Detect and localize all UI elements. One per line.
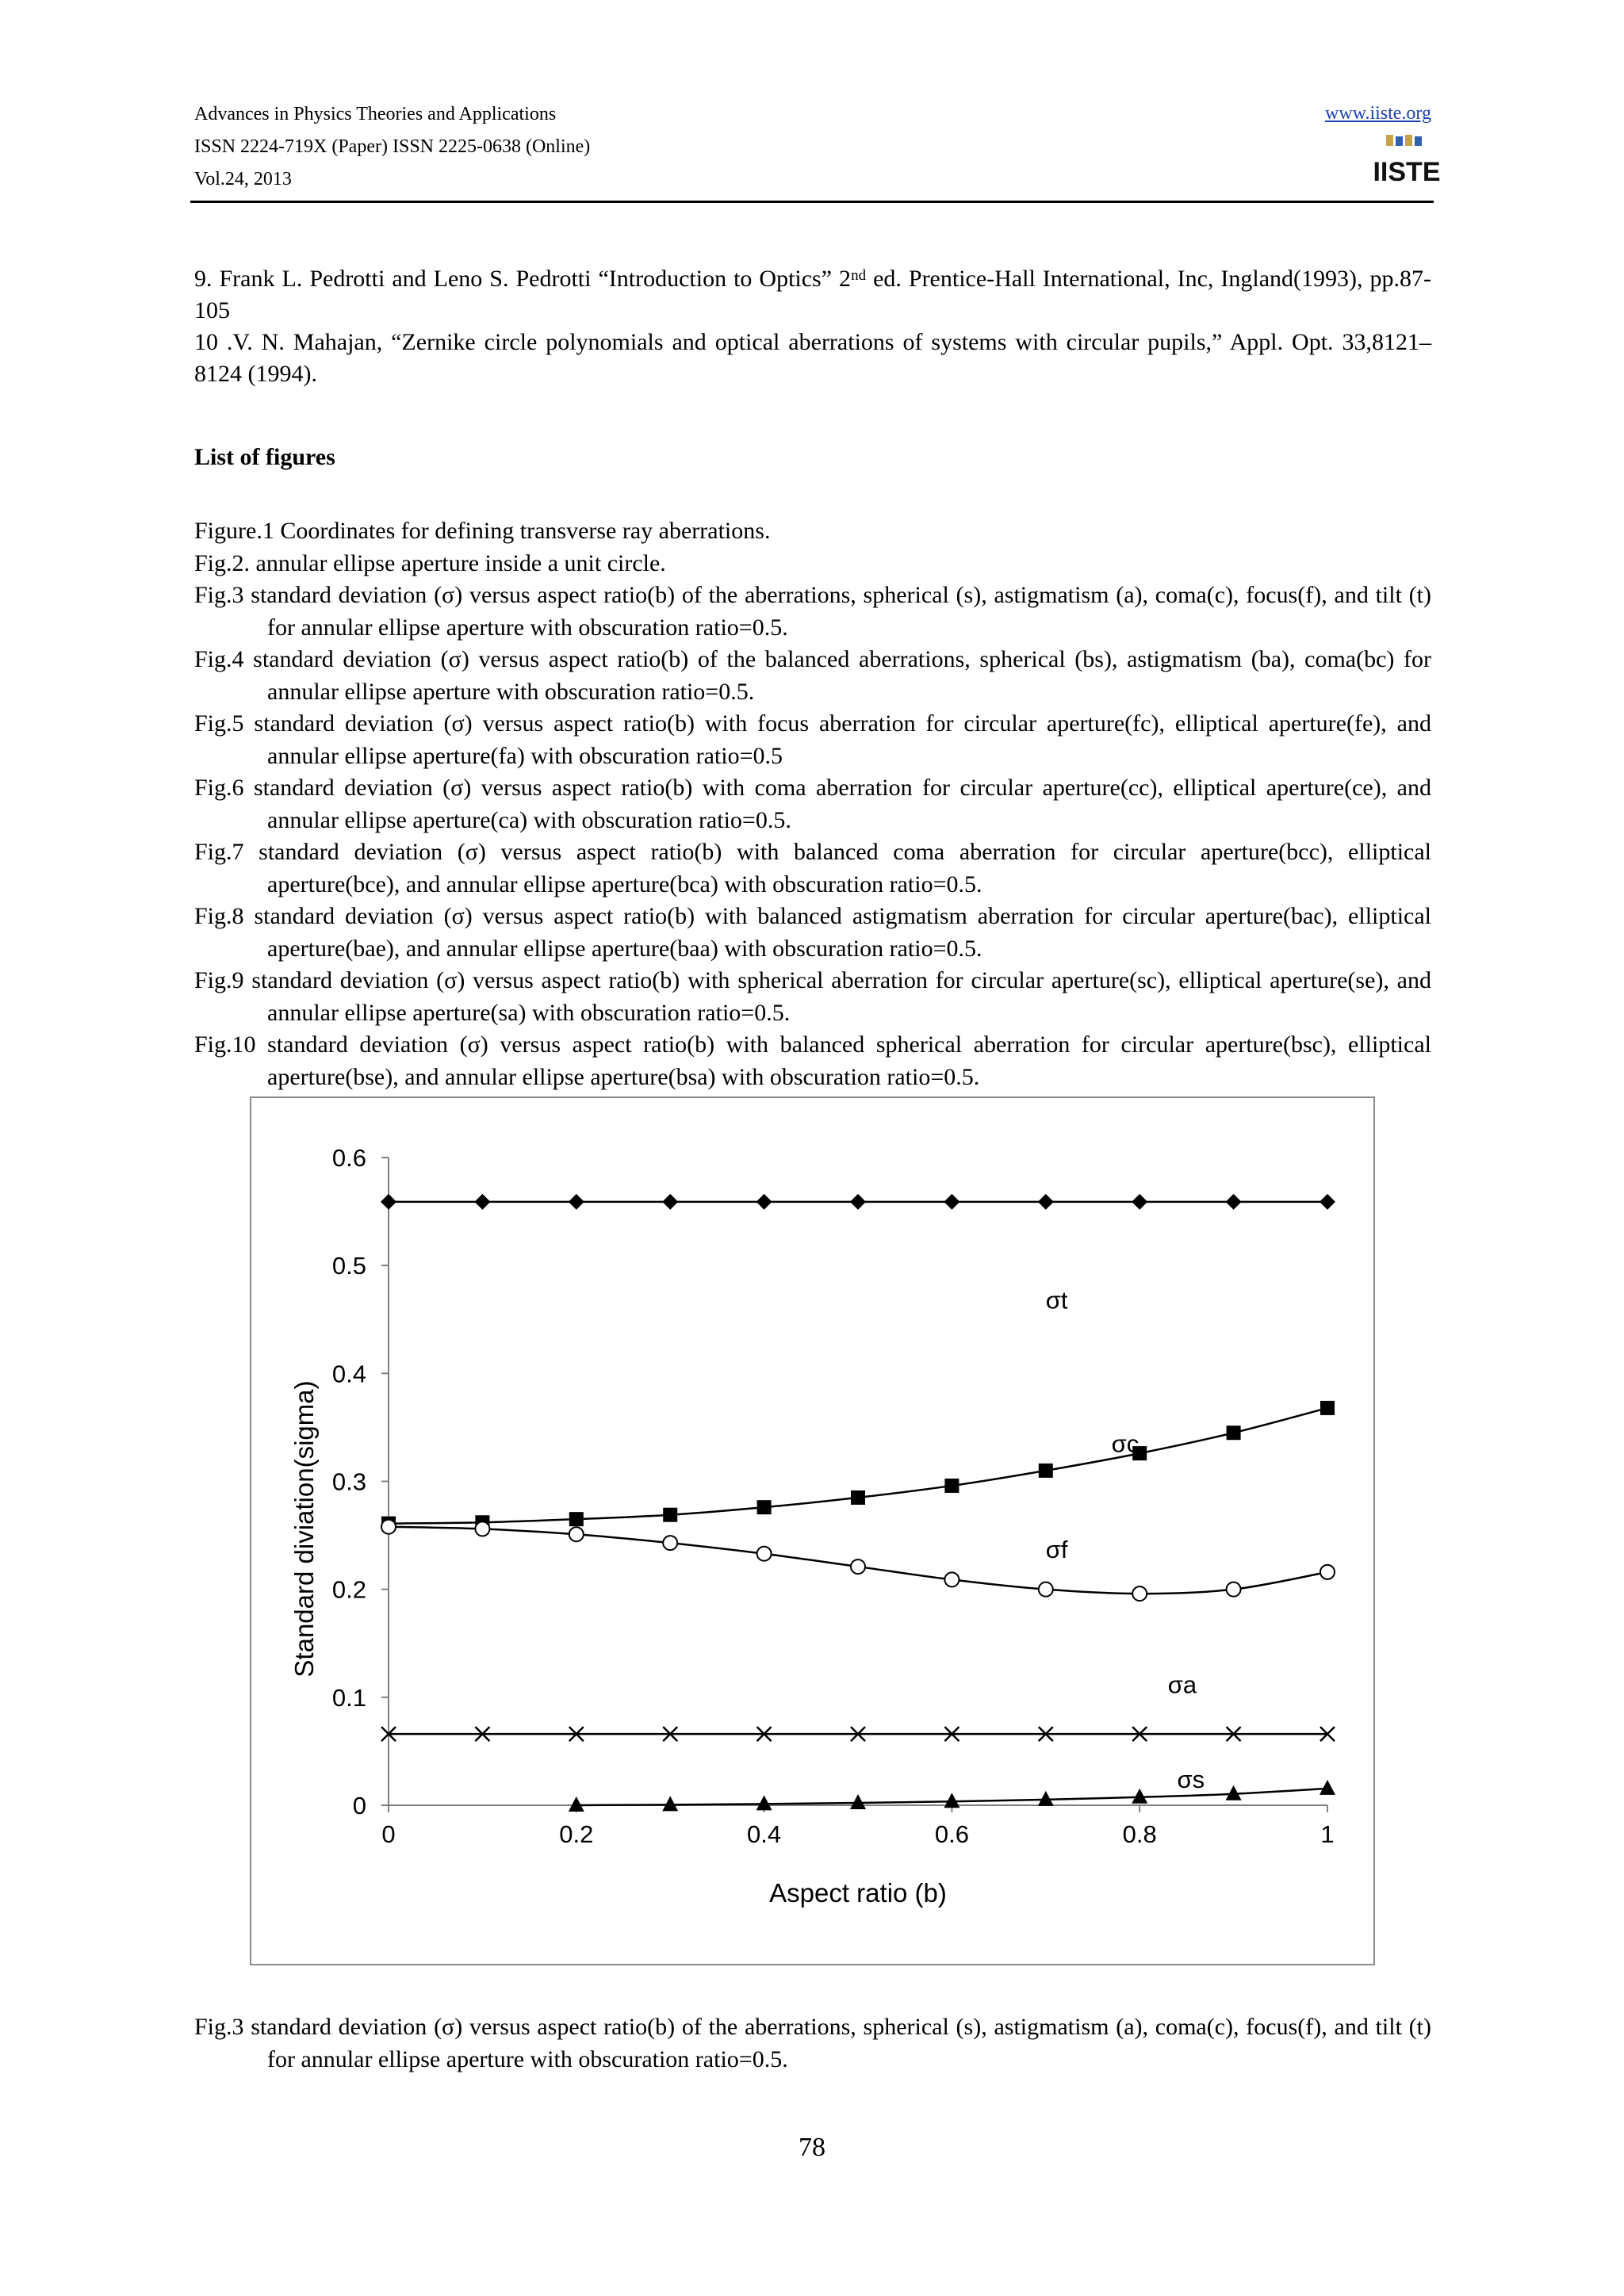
data-point-diamond	[1038, 1194, 1054, 1210]
reference-9: 9. Frank L. Pedrotti and Leno S. Pedrotti “Introduction to Optics” 2nd ed. Prentice-Hall International, Inc, Ingland(1993), pp.87-105	[194, 266, 1431, 323]
data-point-triangle	[756, 1795, 772, 1810]
figure-list-item: Fig.4 standard deviation (σ) versus aspect ratio(b) of the balanced aberrations, spherical (bs), astigmatism (ba), coma(bc) for annular ellipse aperture with obscuration ratio=0.5.	[194, 646, 1431, 705]
data-point-square	[851, 1490, 865, 1505]
data-point-diamond	[1132, 1194, 1147, 1210]
x-axis-label: Aspect ratio (b)	[769, 1878, 947, 1908]
figure-list-item: Fig.7 standard deviation (σ) versus aspect ratio(b) with balanced coma aberration for circular aperture(bcc), elliptical aperture(bce), and annular ellipse aperture(bca) with obscuration ratio=0.5.	[194, 839, 1431, 897]
data-point-triangle	[1038, 1791, 1054, 1806]
y-axis-label: Standard diviation(sigma)	[289, 1380, 319, 1678]
x-tick-label: 0.4	[747, 1820, 782, 1848]
y-tick-label: 0.5	[331, 1252, 366, 1280]
y-tick-label: 0.3	[331, 1468, 366, 1496]
series-label: σf	[1045, 1536, 1068, 1564]
data-point-diamond	[756, 1194, 772, 1210]
x-tick-label: 0.6	[934, 1820, 969, 1848]
data-point-triangle	[850, 1794, 866, 1809]
data-point-square	[1320, 1401, 1335, 1415]
chart-svg	[251, 1098, 1373, 1964]
data-point-square	[569, 1512, 584, 1526]
data-point-diamond	[1226, 1194, 1242, 1210]
data-point-triangle	[569, 1797, 584, 1812]
data-point-triangle	[1320, 1780, 1335, 1795]
data-point-circle	[1320, 1565, 1335, 1579]
y-tick-label: 0	[352, 1792, 366, 1820]
journal-title: Advances in Physics Theories and Applications	[194, 104, 557, 124]
data-point-square	[944, 1479, 959, 1493]
references	[194, 263, 1431, 390]
data-point-diamond	[662, 1194, 678, 1210]
figure-list-item: Fig.5 standard deviation (σ) versus aspect ratio(b) with focus aberration for circular aperture(fc), elliptical aperture(fe), and annular ellipse aperture(fa) with obscuration ratio=0.5	[194, 710, 1431, 769]
x-tick-label: 0	[381, 1820, 396, 1848]
series-label: σs	[1177, 1766, 1205, 1794]
figure-list-item: Fig.2. annular ellipse aperture inside a unit circle.	[194, 549, 666, 576]
header-rule	[190, 201, 1434, 203]
figure-list-item: Fig.3 standard deviation (σ) versus aspect ratio(b) of the aberrations, spherical (s), astigmatism (a), coma(c), focus(f), and tilt (t) for annular ellipse aperture with obscuration ratio=0.5.	[194, 582, 1431, 641]
data-point-diamond	[474, 1194, 490, 1210]
figure-list-item: Fig.10 standard deviation (σ) versus aspect ratio(b) with balanced spherical aberration for circular aperture(bsc), elliptical aperture(bse), and annular ellipse aperture(bsa) with obscuration ratio=0.5.	[194, 1031, 1431, 1090]
data-point-circle	[381, 1520, 396, 1534]
data-point-triangle	[662, 1796, 678, 1811]
data-point-square	[663, 1508, 677, 1522]
y-tick-label: 0.4	[331, 1360, 366, 1388]
data-point-square	[1039, 1464, 1053, 1478]
iiste-logo	[1373, 135, 1441, 192]
y-tick-label: 0.2	[331, 1575, 366, 1604]
volume-line: Vol.24, 2013	[194, 169, 292, 189]
figure-list-item: Fig.8 standard deviation (σ) versus aspect ratio(b) with balanced astigmatism aberration for circular aperture(bac), elliptical aperture(bae), and annular ellipse aperture(baa) with obscuration ratio=0.5.	[194, 903, 1431, 962]
y-tick-label: 0.1	[331, 1683, 366, 1712]
figure-3-chart	[250, 1096, 1375, 1965]
data-point-square	[757, 1500, 772, 1514]
page-number: 78	[799, 2133, 825, 2162]
figure-list-item: Fig.6 standard deviation (σ) versus aspect ratio(b) with coma aberration for circular aperture(cc), elliptical aperture(ce), and annular ellipse aperture(ca) with obscuration ratio=0.5.	[194, 775, 1431, 833]
x-tick-label: 0.8	[1122, 1820, 1157, 1848]
data-point-circle	[663, 1536, 677, 1550]
data-point-triangle	[1132, 1789, 1147, 1804]
website-link[interactable]: www.iiste.org	[1325, 103, 1431, 124]
figure-list	[194, 515, 1431, 1093]
data-point-circle	[851, 1559, 865, 1574]
data-point-circle	[569, 1527, 584, 1541]
list-of-figures-heading: List of figures	[194, 444, 335, 470]
reference-10: 10 .V. N. Mahajan, “Zernike circle polynomials and optical aberrations of systems with circular pupils,” Appl. Opt. 33,8121–8124 (1994).	[194, 329, 1431, 387]
figure-list-item: Fig.9 standard deviation (σ) versus aspect ratio(b) with spherical aberration for circular aperture(sc), elliptical aperture(se), and annular ellipse aperture(sa) with obscuration ratio=0.5.	[194, 967, 1431, 1026]
data-point-triangle	[944, 1793, 959, 1808]
logo-text: IISTE	[1373, 157, 1441, 187]
data-point-circle	[475, 1521, 489, 1536]
data-point-diamond	[944, 1194, 959, 1210]
data-point-diamond	[381, 1194, 396, 1210]
data-point-circle	[1132, 1586, 1147, 1601]
series-label: σc	[1111, 1429, 1139, 1458]
data-point-circle	[757, 1547, 772, 1561]
figure-list-item: Figure.1 Coordinates for defining transverse ray aberrations.	[194, 518, 771, 544]
data-point-square	[1227, 1425, 1241, 1440]
data-point-diamond	[850, 1194, 866, 1210]
data-point-diamond	[1320, 1194, 1335, 1210]
y-tick-label: 0.6	[331, 1144, 366, 1172]
series-label: σt	[1045, 1286, 1068, 1314]
series-line	[389, 1408, 1327, 1524]
series-label: σa	[1167, 1670, 1197, 1699]
x-tick-label: 0.2	[559, 1820, 594, 1848]
x-tick-label: 1	[1320, 1820, 1335, 1848]
data-point-circle	[1227, 1582, 1241, 1597]
data-point-diamond	[569, 1194, 584, 1210]
issn-line: ISSN 2224-719X (Paper) ISSN 2225-0638 (Online)	[194, 136, 591, 157]
figure-caption: Fig.3 standard deviation (σ) versus aspect ratio(b) of the aberrations, spherical (s), astigmatism (a), coma(c), focus(f), and tilt (t) for annular ellipse aperture with obscuration ratio=0.5.	[194, 2014, 1431, 2072]
data-point-circle	[944, 1572, 959, 1586]
data-point-circle	[1039, 1582, 1053, 1597]
